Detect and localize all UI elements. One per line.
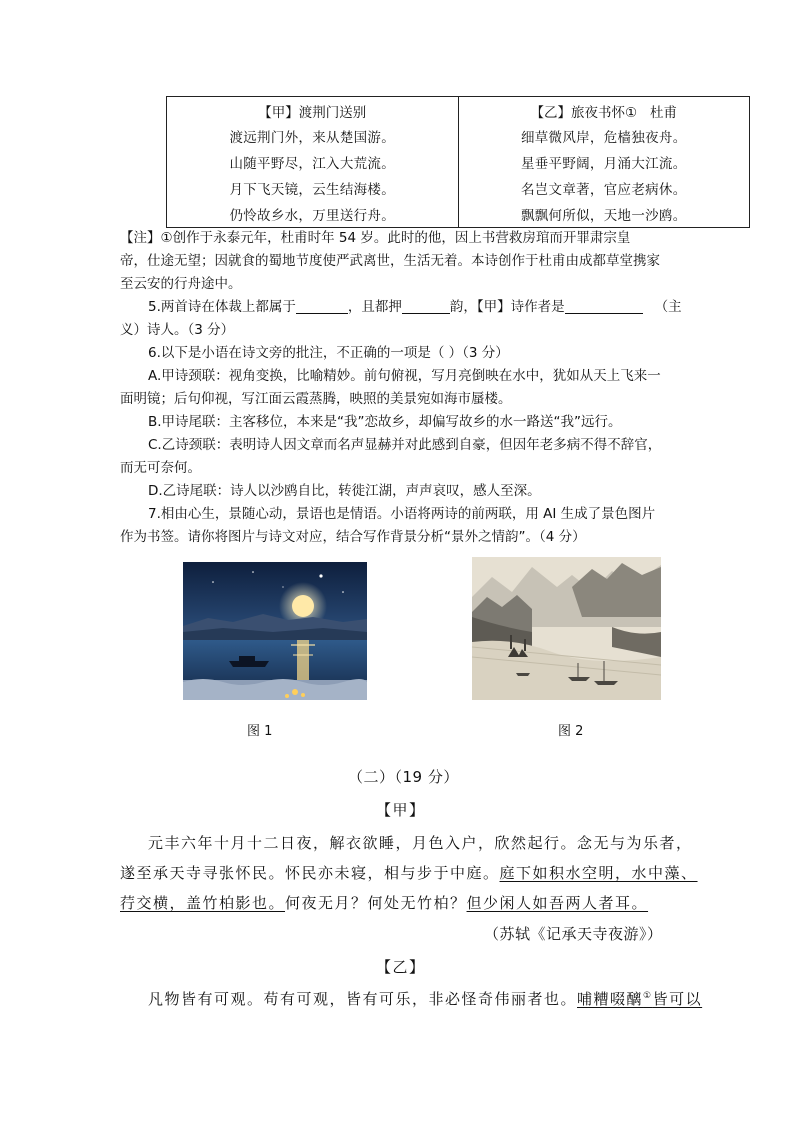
passage-text: 凡物皆有可观。苟有可观，皆有可乐，非必怪奇伟丽者也。 [148, 990, 578, 1008]
option-c-cont: 而无可奈何。 [120, 460, 201, 476]
question-5 [148, 297, 682, 317]
poem-yi [458, 97, 750, 227]
poem-jia-title: 【甲】渡荆门送别 [258, 105, 367, 121]
poem-line: 渡远荆门外，来从楚国游。 [229, 130, 396, 146]
question-5-text: （主 [654, 299, 682, 315]
passage-text: 遂至承天寺寻张怀民。怀民亦未寝，相与步于中庭。 [120, 864, 500, 882]
question-5-text: 5.两首诗在体裁上都属于 [148, 299, 296, 315]
option-a-cont: 面明镜；后句仰视，写江面云霞蒸腾，映照的美景宛如海市蜃楼。 [120, 391, 512, 407]
poem-jia [167, 97, 458, 227]
passage-yi-label: 【乙】 [376, 958, 426, 976]
poem-line: 细草微风岸，危樯独夜舟。 [520, 130, 687, 146]
underlined-text: 哺糟啜醨 [577, 990, 644, 1008]
note-line: 帝，仕途无望；因就食的蜀地节度使严武离世，生活无着。本诗创作于杜甫由成都草堂携家 [120, 253, 660, 269]
poem-line: 星垂平野阔，月涌大江流。 [520, 156, 687, 172]
passage-jia-line: 元丰六年十月十二日夜，解衣欲睡，月色入户，欣然起行。念无与为乐者， [148, 834, 693, 852]
passage-jia-line [120, 892, 648, 913]
passage-yi-line [148, 988, 702, 1009]
answer-blank[interactable] [296, 299, 348, 314]
underlined-sentence [577, 990, 702, 1008]
footnote-marker: ① [643, 991, 653, 1001]
poem-line: 名岂文章著，官应老病休。 [520, 182, 687, 198]
option-c: C.乙诗颈联：表明诗人因文章而名声显赫并对此感到自豪，但因年老多病不得不辞官， [148, 437, 662, 453]
note-line: 至云安的行舟途中。 [120, 276, 242, 292]
question-5-cont: 义）诗人。（3 分） [120, 322, 235, 338]
question-5-text: ，且都押 [347, 299, 402, 315]
poem-table [166, 96, 750, 228]
figure-1-image [183, 562, 367, 700]
option-a: A.甲诗颈联：视角变换，比喻精妙。前句俯视，写月亮倒映在水中，犹如从天上飞来一 [148, 368, 661, 384]
underlined-sentence: 荇交横，盖竹柏影也。 [120, 894, 286, 912]
passage-jia-line [120, 862, 698, 883]
figure-1-caption: 图 1 [247, 724, 273, 739]
poem-yi-title: 【乙】旅夜书怀① 杜甫 [530, 105, 677, 121]
passage-source: （苏轼《记承天寺夜游》） [484, 925, 663, 943]
option-d: D.乙诗尾联：诗人以沙鸥自比，转徙江湖，声声哀叹，感人至深。 [148, 483, 541, 499]
question-7: 7.相由心生，景随心动，景语也是情语。小语将两诗的前两联，用 AI 生成了景色图片 [148, 506, 656, 522]
underlined-sentence: 但少闲人如吾两人者耳。 [466, 894, 649, 912]
underlined-sentence: 庭下如积水空明，水中藻、 [499, 864, 698, 882]
poem-line: 飘飘何所似，天地一沙鸥。 [520, 208, 687, 224]
question-6-stem: 6.以下是小语在诗文旁的批注，不正确的一项是（ ）（3 分） [148, 345, 509, 361]
option-b: B.甲诗尾联：主客移位，本来是“我”恋故乡，却偏写故乡的水一路送“我”远行。 [148, 414, 622, 430]
figure-2-caption: 图 2 [558, 724, 584, 739]
answer-blank[interactable] [402, 299, 450, 314]
poem-line: 月下飞天镜，云生结海楼。 [229, 182, 396, 198]
question-7-cont: 作为书签。请你将图片与诗文对应，结合写作背景分析“景外之情韵”。（4 分） [120, 529, 586, 545]
poem-line: 仍怜故乡水，万里送行舟。 [229, 208, 396, 224]
question-5-text: 韵，【甲】诗作者是 [449, 299, 565, 315]
poem-line: 山随平野尽，江入大荒流。 [229, 156, 396, 172]
passage-jia-label: 【甲】 [376, 801, 426, 819]
figure-2-image [472, 557, 661, 700]
section-heading: （二）（19 分） [348, 768, 459, 786]
answer-blank[interactable] [565, 299, 643, 314]
underlined-text: 皆可以 [652, 990, 703, 1008]
passage-text: 何夜无月？何处无竹柏？ [285, 894, 467, 912]
note-line: 【注】①创作于永泰元年，杜甫时年 54 岁。此时的他，因上书营救房琯而开罪肃宗皇 [120, 230, 631, 246]
